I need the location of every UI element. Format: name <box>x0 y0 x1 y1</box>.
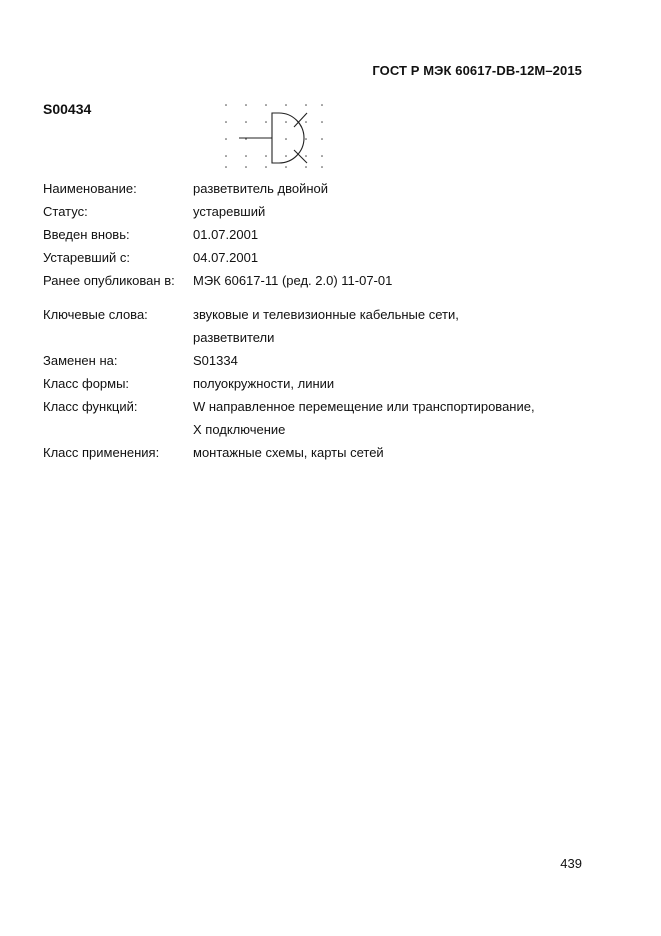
field-value: X подключение <box>193 422 286 437</box>
field-label: Заменен на: <box>43 353 118 368</box>
splitter-double-icon <box>221 100 327 170</box>
field-value: монтажные схемы, карты сетей <box>193 445 384 460</box>
field-label: Класс функций: <box>43 399 138 414</box>
field-row-previously-published <box>43 269 603 292</box>
field-row-replaced-by <box>43 349 603 372</box>
field-label: Ключевые слова: <box>43 307 148 322</box>
field-value: 04.07.2001 <box>193 250 259 265</box>
field-label: Устаревший с: <box>43 250 130 265</box>
field-label: Ранее опубликован в: <box>43 273 175 288</box>
field-row-name <box>43 177 603 200</box>
field-value: устаревший <box>193 204 266 219</box>
field-row-function-class <box>43 395 603 441</box>
field-row-introduced <box>43 223 603 246</box>
symbol-code: S00434 <box>43 101 92 117</box>
field-value: S01334 <box>193 353 238 368</box>
field-label: Статус: <box>43 204 88 219</box>
field-value: 01.07.2001 <box>193 227 259 242</box>
field-value: звуковые и телевизионные кабельные сети, <box>193 307 459 322</box>
field-value: полуокружности, линии <box>193 376 335 391</box>
page-number: 439 <box>560 856 582 871</box>
field-row-status <box>43 200 603 223</box>
field-row-application-class <box>43 441 603 464</box>
field-label: Класс формы: <box>43 376 130 391</box>
field-label: Введен вновь: <box>43 227 130 242</box>
field-value: разветвители <box>193 330 275 345</box>
field-label: Наименование: <box>43 181 137 196</box>
field-row-obsolete-since <box>43 246 603 269</box>
field-value: W направленное перемещение или транспортирование, <box>193 399 535 414</box>
field-value: МЭК 60617-11 (ред. 2.0) 11-07-01 <box>193 273 393 288</box>
field-row-keywords <box>43 303 603 349</box>
symbol-properties <box>43 177 603 464</box>
field-label: Класс применения: <box>43 445 160 460</box>
field-value: разветвитель двойной <box>193 181 329 196</box>
field-row-shape-class <box>43 372 603 395</box>
document-header: ГОСТ Р МЭК 60617-DB-12M–2015 <box>372 63 582 78</box>
